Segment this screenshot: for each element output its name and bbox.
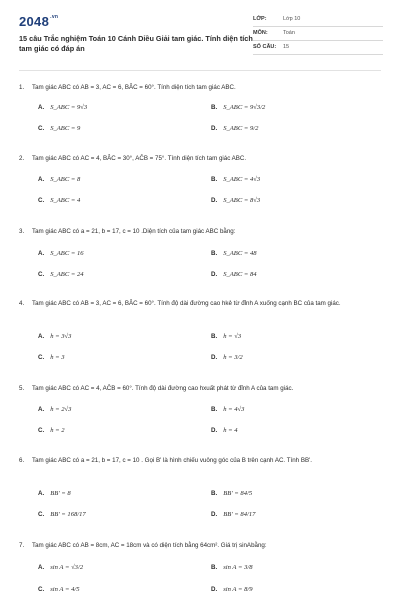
page-header (0, 0, 400, 64)
question-number: 5. (19, 385, 25, 392)
logo-text: 2048 (19, 14, 50, 29)
option-value: sin A = 8/9 (223, 586, 253, 593)
question-text: Tam giác ABC có a = 21, b = 17, c = 10 .Diện tích của tam giác ABC bằng: (32, 228, 236, 235)
option-value: S_ABC = 9√3 (50, 104, 88, 111)
site-logo[interactable] (19, 14, 58, 29)
meta-label: LỚP: (253, 16, 267, 22)
answer-option-c[interactable] (38, 270, 84, 280)
meta-label: SỐ CÂU: (253, 44, 277, 50)
answer-option-b[interactable] (211, 332, 241, 342)
option-value: sin A = 4/5 (50, 586, 80, 593)
answer-option-a[interactable] (38, 563, 83, 573)
option-value: S_ABC = 4√3 (223, 176, 261, 183)
option-letter: D. (211, 271, 218, 278)
answer-option-a[interactable] (38, 175, 80, 185)
option-value: BB' = 84/17 (223, 511, 256, 518)
option-letter: D. (211, 511, 218, 518)
question-number: 2. (19, 155, 25, 162)
option-letter: D. (211, 586, 218, 593)
answer-option-a[interactable] (38, 249, 84, 259)
answer-option-b[interactable] (211, 249, 257, 259)
option-letter: A. (38, 176, 45, 183)
answer-option-c[interactable] (38, 124, 80, 134)
option-value: S_ABC = 24 (50, 271, 84, 278)
option-letter: C. (38, 271, 45, 278)
meta-row-subject (253, 28, 383, 41)
option-value: sin A = √3/2 (50, 564, 84, 571)
option-letter: D. (211, 354, 218, 361)
question-text: Tam giác ABC có AC = 4, BÂC = 30°, AĈB = 75°. Tính diện tích tam giác ABC. (32, 155, 247, 162)
option-value: BB' = 8 (50, 490, 71, 497)
option-value: h = 3√3 (50, 333, 72, 340)
option-value: h = 2 (50, 427, 65, 434)
question-number: 3. (19, 228, 25, 235)
answer-option-c[interactable] (38, 585, 80, 595)
option-letter: D. (211, 427, 218, 434)
option-letter: B. (211, 333, 218, 340)
option-value: S_ABC = 9 (50, 125, 81, 132)
question-number: 1. (19, 84, 25, 91)
option-letter: C. (38, 125, 45, 132)
document-meta (253, 14, 383, 56)
option-letter: C. (38, 586, 45, 593)
option-value: h = 3 (50, 354, 65, 361)
option-letter: A. (38, 490, 45, 497)
answer-option-d[interactable] (211, 426, 238, 436)
option-letter: C. (38, 427, 45, 434)
option-letter: C. (38, 197, 45, 204)
meta-row-count (253, 42, 383, 55)
option-letter: D. (211, 125, 218, 132)
question-text: Tam giác ABC có AB = 3, AC = 6, BÂC = 60°. Tính độ dài đường cao hkẻ từ đỉnh A xuống cạnh BC của tam giác. (32, 300, 341, 307)
answer-option-b[interactable] (211, 103, 265, 113)
option-value: h = √3 (223, 333, 242, 340)
option-value: S_ABC = 9√3/2 (223, 104, 266, 111)
option-letter: A. (38, 250, 45, 257)
answer-option-a[interactable] (38, 405, 71, 415)
answer-option-d[interactable] (211, 585, 253, 595)
option-letter: B. (211, 104, 218, 111)
answer-option-c[interactable] (38, 510, 86, 520)
option-value: BB' = 168/17 (50, 511, 86, 518)
option-value: h = 2√3 (50, 406, 72, 413)
question-text: Tam giác ABC có AC = 4, AĈB = 60°. Tính độ dài đường cao hxuất phát từ đỉnh A của tam giác. (32, 385, 294, 392)
logo-suffix: .vn (50, 14, 59, 20)
meta-value: Lớp 10 (283, 16, 301, 22)
question-number: 7. (19, 542, 25, 549)
option-value: h = 4√3 (223, 406, 245, 413)
option-value: S_ABC = 48 (223, 250, 257, 257)
answer-option-d[interactable] (211, 353, 243, 363)
option-value: BB' = 84/5 (223, 490, 253, 497)
option-letter: B. (211, 406, 218, 413)
meta-label: MÔN: (253, 30, 268, 36)
option-value: S_ABC = 8√3 (223, 197, 261, 204)
option-letter: C. (38, 511, 45, 518)
option-letter: B. (211, 490, 218, 497)
option-value: S_ABC = 16 (50, 250, 84, 257)
answer-option-c[interactable] (38, 196, 80, 206)
answer-option-d[interactable] (211, 510, 255, 520)
answer-option-a[interactable] (38, 332, 71, 342)
answer-option-a[interactable] (38, 103, 87, 113)
option-letter: C. (38, 354, 45, 361)
answer-option-d[interactable] (211, 270, 257, 280)
option-letter: A. (38, 564, 45, 571)
option-letter: D. (211, 197, 218, 204)
meta-value: 15 (283, 44, 290, 50)
meta-row-grade (253, 14, 383, 27)
answer-option-b[interactable] (211, 175, 260, 185)
option-value: h = 3/2 (223, 354, 243, 361)
answer-option-c[interactable] (38, 353, 65, 363)
option-letter: B. (211, 176, 218, 183)
header-divider (19, 70, 381, 71)
answer-option-c[interactable] (38, 426, 65, 436)
question-number: 4. (19, 300, 25, 307)
question-text: Tam giác ABC có AB = 3, AC = 6, BÂC = 60°. Tính diện tích tam giác ABC. (32, 84, 236, 91)
option-letter: A. (38, 333, 45, 340)
option-value: S_ABC = 9/2 (223, 125, 259, 132)
answer-option-b[interactable] (211, 405, 244, 415)
document-title: 15 câu Trắc nghiệm Toán 10 Cánh Diều Giải tam giác. Tính diện tích tam giác có đáp án (19, 34, 253, 53)
answer-option-b[interactable] (211, 563, 253, 573)
option-letter: A. (38, 104, 45, 111)
option-value: h = 4 (223, 427, 238, 434)
option-value: S_ABC = 84 (223, 271, 257, 278)
answer-option-b[interactable] (211, 489, 252, 499)
option-letter: B. (211, 564, 218, 571)
answer-option-d[interactable] (211, 124, 258, 134)
meta-value: Toán (283, 30, 295, 36)
question-text: Tam giác ABC có a = 21, b = 17, c = 10 . Gọi B' là hình chiếu vuông góc của B trên cạnh AC. Tính BB'. (32, 457, 312, 464)
answer-option-d[interactable] (211, 196, 260, 206)
option-value: S_ABC = 4 (50, 197, 81, 204)
option-letter: B. (211, 250, 218, 257)
option-value: S_ABC = 8 (50, 176, 81, 183)
option-value: sin A = 3/8 (223, 564, 253, 571)
question-text: Tam giác ABC có AB = 8cm, AC = 18cm và có diện tích bằng 64cm². Giá trị sinAbằng: (32, 542, 267, 549)
answer-option-a[interactable] (38, 489, 71, 499)
question-number: 6. (19, 457, 25, 464)
option-letter: A. (38, 406, 45, 413)
